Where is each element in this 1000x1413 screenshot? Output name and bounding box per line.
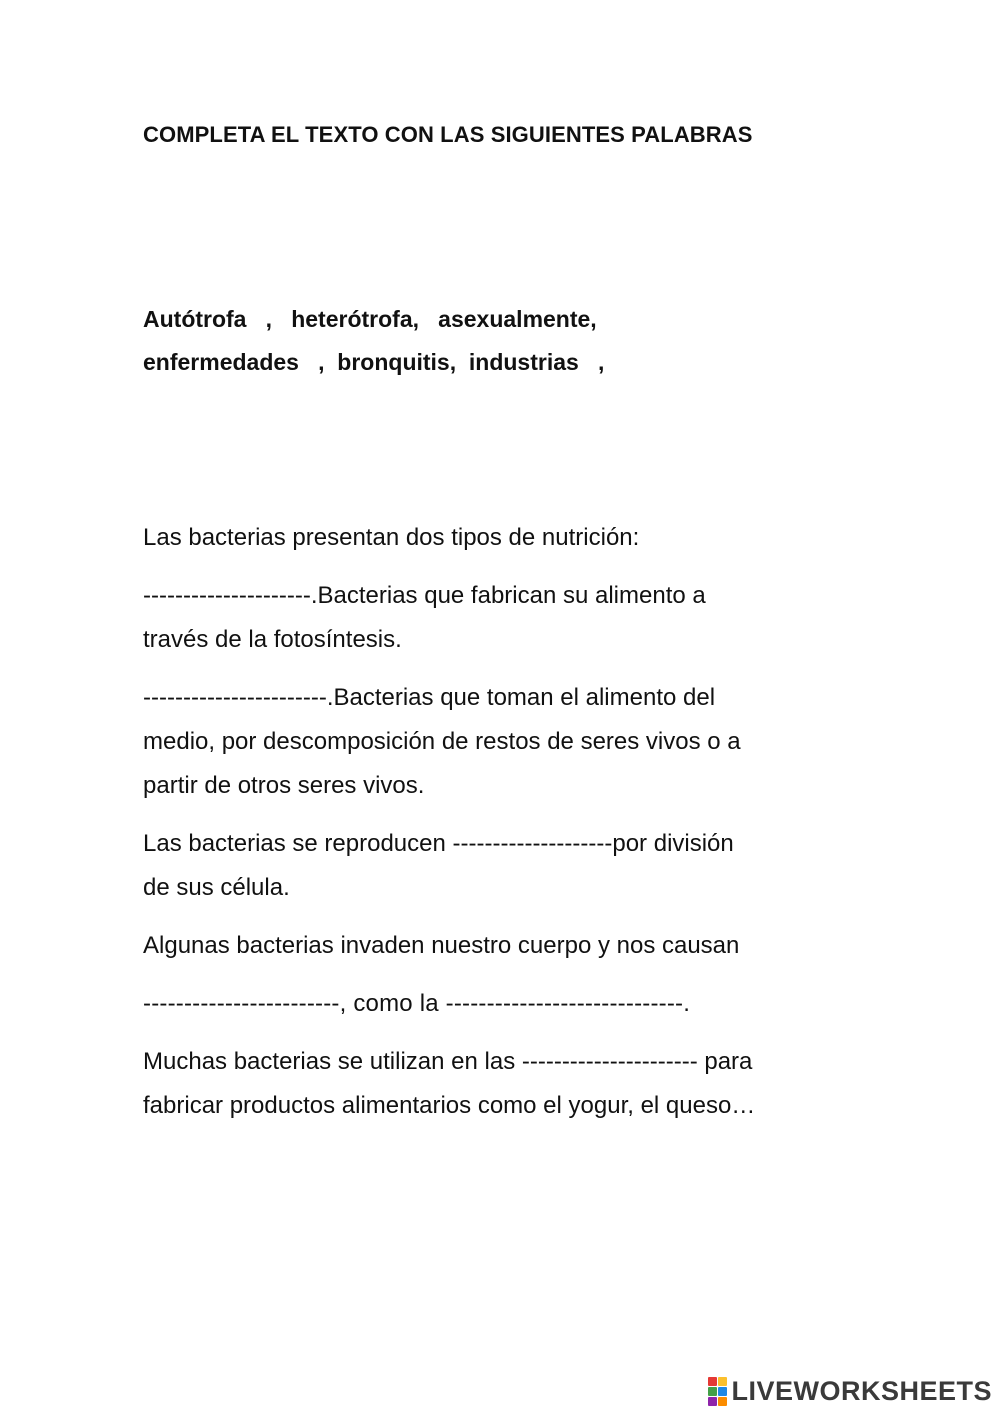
logo-square-6: [718, 1397, 727, 1406]
paragraph-heterotrophic: [143, 676, 883, 808]
logo-square-2: [718, 1377, 727, 1386]
logo-square-5: [708, 1397, 717, 1406]
diseases-text: Algunas bacterias invaden nuestro cuerpo y nos causan: [143, 932, 740, 959]
logo-square-4: [718, 1387, 727, 1396]
word-bank: [143, 298, 863, 384]
industries-line-2: fabricar productos alimentarios como el yogur, el queso…: [143, 1092, 756, 1119]
autotrophic-line-2: través de la fotosíntesis.: [143, 626, 402, 653]
word-bank-line-1: Autótrofa , heterótrofa, asexualmente,: [143, 306, 597, 332]
diseases-blanks-text: ------------------------, como la -----------------------------.: [143, 990, 691, 1017]
heterotrophic-line-1: -----------------------.Bacterias que toman el alimento del: [143, 684, 716, 711]
liveworksheets-logo-icon: [708, 1377, 727, 1406]
heterotrophic-line-3: partir de otros seres vivos.: [143, 772, 425, 799]
nutrition-intro-text: Las bacterias presentan dos tipos de nutrición:: [143, 524, 640, 551]
reproduction-line-1: Las bacterias se reproducen --------------------por división: [143, 830, 734, 857]
exercise-text: [143, 516, 883, 1142]
paragraph-industries: [143, 1040, 883, 1128]
word-bank-line-2: enfermedades , bronquitis, industrias ,: [143, 349, 605, 375]
page-title: COMPLETA EL TEXTO CON LAS SIGUIENTES PALABRAS: [143, 122, 753, 147]
industries-line-1: Muchas bacterias se utilizan en las ---------------------- para: [143, 1048, 753, 1075]
paragraph-diseases: [143, 924, 883, 968]
paragraph-reproduction: [143, 822, 883, 910]
logo-text: LIVEWORKSHEETS: [731, 1376, 992, 1406]
logo-square-1: [708, 1377, 717, 1386]
paragraph-nutrition-intro: [143, 516, 883, 560]
reproduction-line-2: de sus célula.: [143, 874, 290, 901]
logo-square-3: [708, 1387, 717, 1396]
paragraph-diseases-blanks: [143, 982, 883, 1026]
liveworksheets-logo: [708, 1376, 992, 1407]
heterotrophic-line-2: medio, por descomposición de restos de seres vivos o a: [143, 728, 741, 755]
autotrophic-line-1: ---------------------.Bacterias que fabrican su alimento a: [143, 582, 706, 609]
paragraph-autotrophic: [143, 574, 883, 662]
